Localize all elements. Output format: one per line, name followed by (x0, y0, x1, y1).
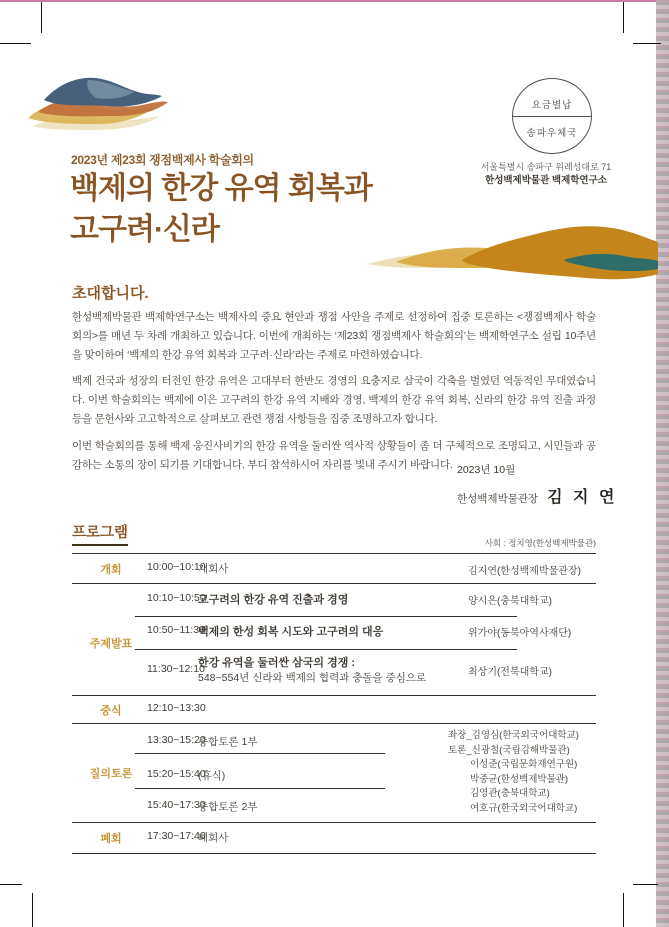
table-rule-partial (135, 753, 385, 754)
subtitle-presentation-3: 548~554년 신라와 백제의 협력과 충돌을 중심으로 (198, 672, 427, 684)
program-table (72, 553, 596, 854)
speaker-presentation-2: 위가야(동북아역사재단) (468, 628, 572, 639)
date-signature-block (457, 462, 617, 507)
time-discussion-3: 15:40~17:30 (147, 799, 206, 811)
panel-discussant-3: 박중균(한성백제박물관) (470, 773, 569, 785)
table-rule (72, 553, 596, 554)
title-presentation-2: 백제의 한성 회복 시도와 고구려의 대응 (198, 626, 384, 638)
title-discussion-3: 종합토론 2부 (198, 801, 258, 813)
invitation-paragraph-2: 백제 건국과 성장의 터전인 한강 유역은 고대부터 한반도 경영의 요충지로 삼국이 각축을 벌였던 역동적인 무대였습니다. 이번 학술회의는 백제에 이은 고구려의 한강 유역 지배와 경영, 백제의 한강 유역 회복, 신라의 한강 유역 진출 과정 등을 문헌사와 고고학적으로 살펴보고 관련 쟁점 사항들을 집중 조명하고자 합니다. (72, 375, 596, 425)
title-presentation-1: 고구려의 한강 유역 진출과 경영 (198, 594, 349, 606)
table-rule (72, 695, 596, 696)
session-label-presentations: 주제발표 (89, 638, 133, 650)
stamp-divider (513, 116, 591, 117)
title-presentation-3: 한강 유역을 둘러싼 삼국의 경쟁 : (198, 657, 356, 669)
invitation-body (72, 308, 596, 482)
session-label-lunch: 중식 (100, 705, 122, 717)
speaker-presentation-1: 양시은(충북대학교) (468, 596, 552, 607)
signer-role: 한성백제박물관장 (457, 493, 539, 505)
title-closing: 폐회사 (198, 832, 229, 844)
time-opening: 10:00~10:10 (147, 561, 206, 573)
signer-name: 김 지 연 (547, 489, 618, 506)
event-title-line2: 고구려·신라 (70, 213, 219, 246)
time-closing: 17:30~17:40 (147, 830, 206, 842)
crop-mark-top-right-v (623, 2, 624, 33)
table-rule (72, 853, 596, 854)
speaker-opening: 김지연(한성백제박물관장) (468, 566, 581, 577)
discussion-panel-list (448, 729, 579, 817)
panel-discussant-4: 김영관(충북대학교) (470, 788, 550, 800)
table-rule-partial (135, 649, 517, 650)
watercolor-mountains-top-left (28, 66, 173, 138)
time-discussion-2: 15:20~15:40 (147, 768, 206, 780)
program-heading: 프로그램 (72, 521, 128, 546)
table-rule-partial (135, 788, 385, 789)
speaker-presentation-3: 최상기(전북대학교) (468, 667, 552, 678)
scan-top-edge (0, 0, 669, 2)
crop-mark-bottom-right-h (633, 884, 658, 885)
address-line2: 한성백제박물관 백제학연구소 (485, 175, 607, 186)
sender-address (436, 161, 656, 187)
crop-mark-bottom-left-v (32, 893, 33, 927)
time-discussion-1: 13:30~15:20 (147, 734, 206, 746)
postage-stamp (512, 78, 592, 154)
panel-chair: 좌장_김영심(한국외국어대학교) (448, 730, 579, 741)
table-rule (72, 723, 596, 724)
table-rule-partial (135, 616, 517, 617)
crop-mark-bottom-right-v (623, 893, 624, 927)
crop-mark-bottom-left-h (0, 884, 22, 885)
program-moderator: 사회 : 정치영(한성백제박물관) (484, 538, 596, 548)
event-subtitle: 2023년 제23회 쟁점백제사 학술회의 (71, 153, 254, 167)
table-rule (72, 583, 596, 584)
scan-right-edge (656, 0, 669, 927)
title-discussion-2: (휴식) (198, 770, 226, 782)
panel-discussant-5: 여호규(한국외국어대학교) (470, 802, 578, 814)
crop-mark-top-left-h (0, 43, 31, 44)
address-line1: 서울특별시 송파구 위례성대로 71 (480, 162, 612, 172)
stamp-bottom-label: 송파우체국 (526, 128, 578, 139)
time-presentation-3: 11:30~12:10 (147, 663, 205, 675)
crop-mark-top-left-v (41, 2, 42, 33)
invitation-paragraph-1: 한성백제박물관 백제학연구소는 백제사의 중요 현안과 쟁점 사안을 주제로 선정하여 집중 토론하는 <쟁점백제사 학술회의>를 매년 두 차례 개최하고 있습니다. 이번에 개최하는 ‘제23회 쟁점백제사 학술회의’는 백제학연구소 설립 10주년을 맞이하여 ‘백제의 한강 유역 회복과 고구려·신라’라는 주제로 마련하였습니다. (72, 311, 596, 361)
watercolor-mountains-bottom-right (366, 214, 658, 290)
table-rule (72, 822, 596, 823)
date: 2023년 10월 (457, 464, 516, 476)
session-label-closing: 폐회 (100, 833, 122, 845)
panel-discussant-1: 토론_신광철(국립김해박물관) (448, 744, 570, 756)
event-title (70, 168, 372, 250)
time-presentation-2: 10:50~11:30 (147, 624, 205, 636)
crop-mark-top-right-h (633, 43, 661, 44)
invitation-paragraph-3: 이번 학술회의를 통해 백제 웅진사비기의 한강 유역을 둘러싼 역사적 상황들이 좀 더 구체적으로 조명되고, 시민들과 공감하는 소통의 장이 되기를 기대합니다. 부디 참석하시어 자리를 빛내 주시기 바랍니다. (72, 439, 596, 471)
time-presentation-1: 10:10~10:50 (147, 592, 206, 604)
invitation-heading: 초대합니다. (72, 285, 149, 302)
session-label-discussion: 질의토론 (89, 768, 133, 780)
session-label-opening: 개회 (100, 564, 122, 576)
event-title-line1: 백제의 한강 유역 회복과 (70, 172, 372, 205)
time-lunch: 12:10~13:30 (147, 702, 206, 714)
stamp-top-label: 요금별납 (531, 100, 573, 111)
title-opening: 개회사 (198, 563, 229, 575)
title-discussion-1: 종합토론 1부 (198, 736, 258, 748)
panel-discussant-2: 이성준(국립문화재연구원) (470, 759, 578, 771)
